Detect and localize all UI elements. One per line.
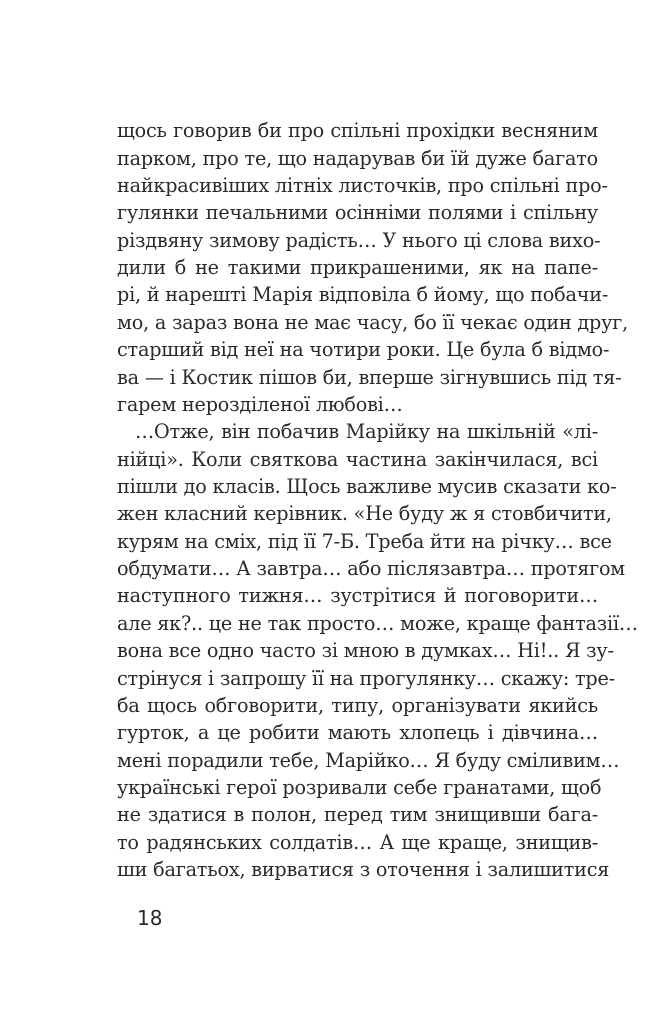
text-line: ши багатьох, вирватися з оточення і залишитися <box>117 858 610 882</box>
text-line: українські герої розривали себе гранатами, щоб <box>117 775 602 799</box>
text-line: ба щось обговорити, типу, організувати якийсь <box>117 693 598 717</box>
text-line: курям на сміх, під її 7-Б. Треба йти на річку… все <box>117 529 612 553</box>
page-number: 18 <box>137 906 163 930</box>
text-line: різдвяну зимову радість… У нього ці слова вихо- <box>117 228 601 252</box>
text-line: ва — і Костик пішов би, вперше зігнувшись під тя- <box>117 365 622 389</box>
text-line: щось говорив би про спільні прохідки весняним <box>117 119 598 143</box>
text-line: …Отже, він побачив Марійку на шкільній «лі- <box>135 420 598 444</box>
text-line: нійці». Коли святкова частина закінчилася, всі <box>117 447 598 471</box>
text-line: обдумати… А завтра… або післязавтра… протягом <box>117 557 626 581</box>
text-line: найкрасивіших літніх листочків, про спільні про- <box>117 174 608 198</box>
text-line: то радянських солдатів… А ще краще, знищив- <box>117 830 598 854</box>
text-line: рі, й нарешті Марія відповіла б йому, що побачи- <box>117 283 609 307</box>
text-line: гулянки печальними осінніми полями і спільну <box>117 201 598 225</box>
text-line: пішли до класів. Щось важливе мусив сказати ко- <box>117 474 617 498</box>
text-line: гурток, а це робити мають хлопець і дівчина… <box>117 721 598 745</box>
text-line: старший від неї на чотири роки. Це була б відмо- <box>117 338 610 362</box>
text-line: гарем нерозділеної любові… <box>117 392 403 416</box>
text-line: стрінуся і запрошу її на прогулянку… скажу: тре- <box>117 666 615 690</box>
text-line: не здатися в полон, перед тим знищивши бага- <box>117 803 598 827</box>
text-line: наступного тижня… зустрітися й поговорити… <box>117 584 598 608</box>
text-line: парком, про те, що надарував би їй дуже багато <box>117 146 598 170</box>
page-body-text <box>117 117 638 883</box>
text-line: жен класний керівник. «Не буду ж я стовбичити, <box>117 502 612 526</box>
text-line: але як?.. це не так просто… може, краще фантазії… <box>117 611 638 635</box>
text-line: вона все одно часто зі мною в думках… Ні!.. Я зу- <box>117 639 614 663</box>
text-line: дили б не такими прикрашеними, як на папе- <box>117 256 598 280</box>
text-line: мо, а зараз вона не має часу, бо її чекає один друг, <box>117 310 628 334</box>
text-line: мені порадили тебе, Марійко… Я буду сміливим… <box>117 748 620 772</box>
